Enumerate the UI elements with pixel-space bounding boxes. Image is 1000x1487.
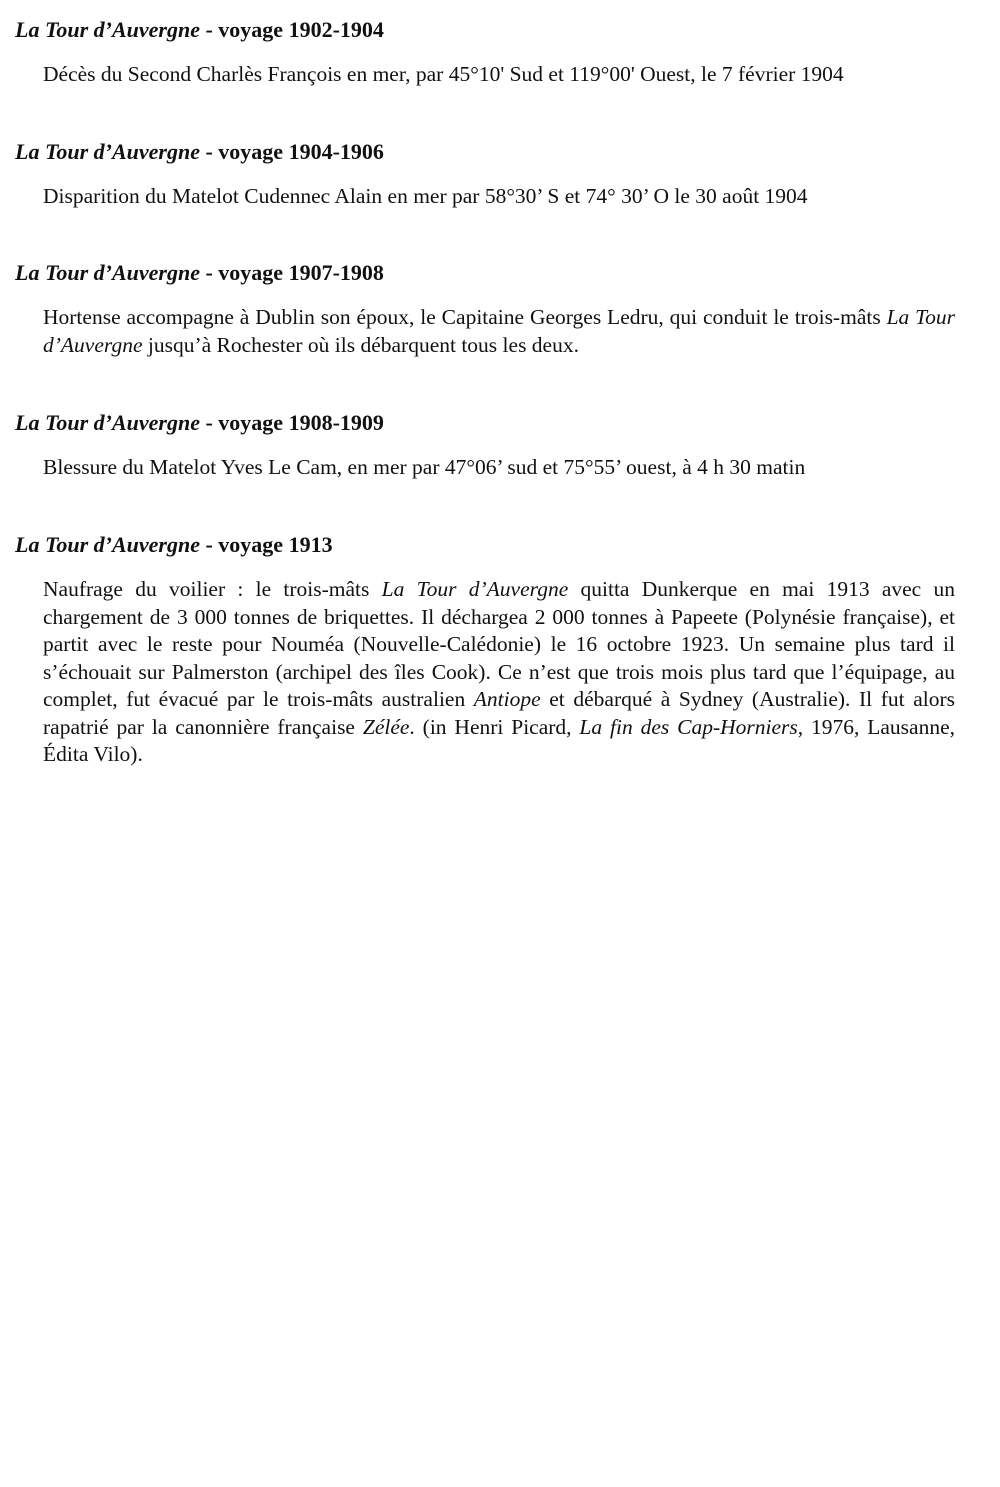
voyage-heading <box>15 260 955 286</box>
description-text: . (in Henri Picard, <box>409 714 580 739</box>
voyage-description <box>43 304 955 359</box>
ship-name-italic: La Tour d’Auvergne <box>381 577 569 601</box>
voyage-period: - voyage 1913 <box>199 532 333 557</box>
voyage-period: - voyage 1904-1906 <box>199 139 384 164</box>
voyage-heading <box>15 139 955 165</box>
voyage-heading <box>15 17 955 43</box>
voyage-entry-1902-1904 <box>15 17 955 89</box>
voyage-heading <box>15 410 955 436</box>
voyage-description <box>43 454 955 482</box>
voyage-entry-1907-1908 <box>15 260 955 359</box>
ship-name: La Tour d’Auvergne <box>15 410 200 435</box>
voyage-period: - voyage 1908-1909 <box>199 410 384 435</box>
description-text: Naufrage du voilier : le trois-mâts <box>43 577 382 601</box>
ship-name-italic: Antiope <box>473 687 541 711</box>
book-title-italic: La fin des Cap-Horniers <box>579 714 798 739</box>
voyage-period: - voyage 1902-1904 <box>199 17 384 42</box>
ship-name: La Tour d’Auvergne <box>15 260 200 285</box>
description-text: jusqu’à Rochester où ils débarquent tous les deux. <box>142 332 579 357</box>
ship-name: La Tour d’Auvergne <box>15 17 200 42</box>
ship-name-italic: La Tour d’Auvergne <box>43 305 956 357</box>
description-text: Disparition du Matelot Cudennec Alain en mer par 58°30’ S et 74° 30’ O le 30 août 1904 <box>43 184 808 208</box>
ship-name-italic: Zélée <box>362 714 410 739</box>
voyage-heading <box>15 532 955 558</box>
voyage-entry-1904-1906 <box>15 139 955 211</box>
description-text: , 1976, Lausanne, Édita Vilo). <box>43 714 955 766</box>
voyage-period: - voyage 1907-1908 <box>199 260 384 285</box>
description-text: Blessure du Matelot Yves Le Cam, en mer par 47°06’ sud et 75°55’ ouest, à 4 h 30 matin <box>43 455 806 479</box>
description-text: Décès du Second Charlès François en mer, par 45°10' Sud et 119°00' Ouest, le 7 février 1904 <box>43 62 844 86</box>
description-text: et débarqué à Sydney (Australie). Il fut alors rapatrié par la canonnière française <box>43 687 955 739</box>
description-text: quitta Dunkerque en mai 1913 avec un chargement de 3 000 tonnes de briquettes. Il déchargea 2 000 tonnes à Papeete (Polynésie française), et partit avec le reste pour Nouméa (Nouvelle-Calédonie) le 16 octobre 1923. Un semaine plus tard il s’échouait sur Palmerston (archipel des îles Cook). Ce n’est que trois mois plus tard que l’équipage, au complet, fut évacué par le trois-mâts australien <box>43 577 955 711</box>
voyage-entry-1913 <box>15 532 955 769</box>
ship-name: La Tour d’Auvergne <box>15 139 200 164</box>
ship-name: La Tour d’Auvergne <box>15 532 200 557</box>
voyage-description <box>43 183 955 211</box>
voyage-entry-1908-1909 <box>15 410 955 482</box>
description-text: Hortense accompagne à Dublin son époux, le Capitaine Georges Ledru, qui conduit le trois-mâts <box>43 305 887 329</box>
voyage-description <box>43 576 955 769</box>
voyage-description <box>43 61 955 89</box>
